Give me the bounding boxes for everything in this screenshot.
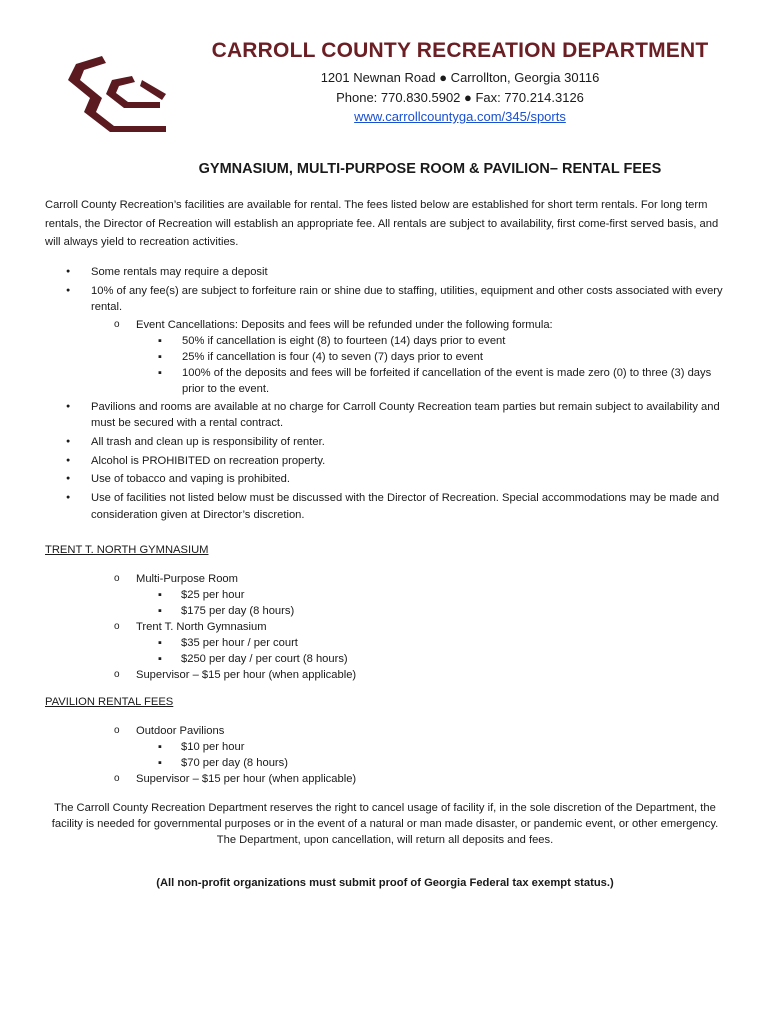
intro-paragraph: Carroll County Recreation’s facilities are available for rental. The fees listed below are established for short term rentals. For long term rentals, the Director of Recreation will establish an appropriate fee. All rentals are subject to availability, first come-first served basis, and will always yield to recreation activities.	[45, 199, 719, 248]
org-address: 1201 Newnan Road ● Carrollton, Georgia 30116	[320, 70, 600, 85]
fee-item: ▪ $250 per day / per court (8 hours)	[136, 651, 511, 667]
page-title: GYMNASIUM, MULTI-PURPOSE ROOM & PAVILION– RENTAL FEES	[198, 161, 662, 177]
cancellation-item: ▪ 25% if cancellation is four (4) to seven (7) days prior to event	[136, 349, 735, 365]
fee-group-label: Outdoor Pavilions	[136, 725, 225, 737]
fee-supervisor: o Supervisor – $15 per hour (when applicable)	[111, 667, 511, 683]
cancellation-notice: The Carroll County Recreation Department reserves the right to cancel usage of facility if, in the sole discretion of the Department, the facility is needed for governmental purposes or in the event of a natural or man made disaster, or pandemic event, or other emergency. The Department, upon cancellation, will return all deposits and fees.	[51, 802, 719, 846]
org-phone: Phone: 770.830.5902 ● Fax: 770.214.3126	[336, 90, 584, 105]
fee-item: ▪ $35 per hour / per court	[136, 635, 511, 651]
pavilion-fees	[111, 723, 511, 787]
rule-other-facilities: ● Use of facilities not listed below must be discussed with the Director of Recreation. Special accommodations may be made and consideration given at Director’s discretion.	[45, 490, 735, 523]
fee-group-multipurpose	[111, 571, 511, 619]
rule-alcohol: ● Alcohol is PROHIBITED on recreation property.	[45, 453, 735, 470]
website-link[interactable]: www.carrollcountyga.com/345/sports	[354, 109, 566, 124]
fee-items	[136, 635, 511, 667]
cc-logo-icon	[62, 50, 172, 140]
pavilion-heading: PAVILION RENTAL FEES	[45, 696, 174, 708]
rule-deposit: ● Some rentals may require a deposit	[45, 264, 735, 281]
fee-group-label: Trent T. North Gymnasium	[136, 621, 267, 633]
cancellation-list	[91, 317, 735, 397]
gymnasium-fees	[111, 571, 511, 683]
cancellation-policy	[91, 317, 735, 397]
rule-team-parties: ● Pavilions and rooms are available at no charge for Carroll County Recreation team parties but remain subject to availability and must be secured with a rental contract.	[45, 399, 735, 432]
rule-trash: ● All trash and clean up is responsibility of renter.	[45, 434, 735, 451]
rule-tobacco: ● Use of tobacco and vaping is prohibited.	[45, 471, 735, 488]
fee-item: ▪ $10 per hour	[136, 739, 511, 755]
rule-forfeiture	[45, 283, 735, 397]
gymnasium-heading: TRENT T. NORTH GYMNASIUM	[45, 544, 209, 556]
fee-item: ▪ $25 per hour	[136, 587, 511, 603]
fee-group-outdoor-pavilions	[111, 723, 511, 771]
fee-group-label: Multi-Purpose Room	[136, 573, 238, 585]
fee-item: ▪ $70 per day (8 hours)	[136, 755, 511, 771]
fee-items	[136, 587, 511, 619]
cancellation-heading: Event Cancellations: Deposits and fees will be refunded under the following formula:	[136, 318, 553, 331]
rules-list	[45, 264, 735, 525]
org-name: CARROLL COUNTY RECREATION DEPARTMENT	[211, 39, 709, 62]
fee-items	[136, 739, 511, 771]
fee-item: ▪ $175 per day (8 hours)	[136, 603, 511, 619]
nonprofit-footer: (All non-profit organizations must submit proof of Georgia Federal tax exempt status.)	[156, 877, 614, 889]
fee-group-gymnasium	[111, 619, 511, 667]
cancellation-item: ▪ 100% of the deposits and fees will be forfeited if cancellation of the event is made zero (0) to three (3) days prior to the event.	[136, 365, 735, 397]
letterhead	[180, 36, 740, 126]
cancellation-items	[136, 333, 735, 397]
cancellation-item: ▪ 50% if cancellation is eight (8) to fourteen (14) days prior to event	[136, 333, 735, 349]
fee-supervisor: o Supervisor – $15 per hour (when applicable)	[111, 771, 511, 787]
rule-forfeiture-text: 10% of any fee(s) are subject to forfeiture rain or shine due to staffing, utilities, equipment and other costs associated with every rental.	[91, 284, 723, 314]
